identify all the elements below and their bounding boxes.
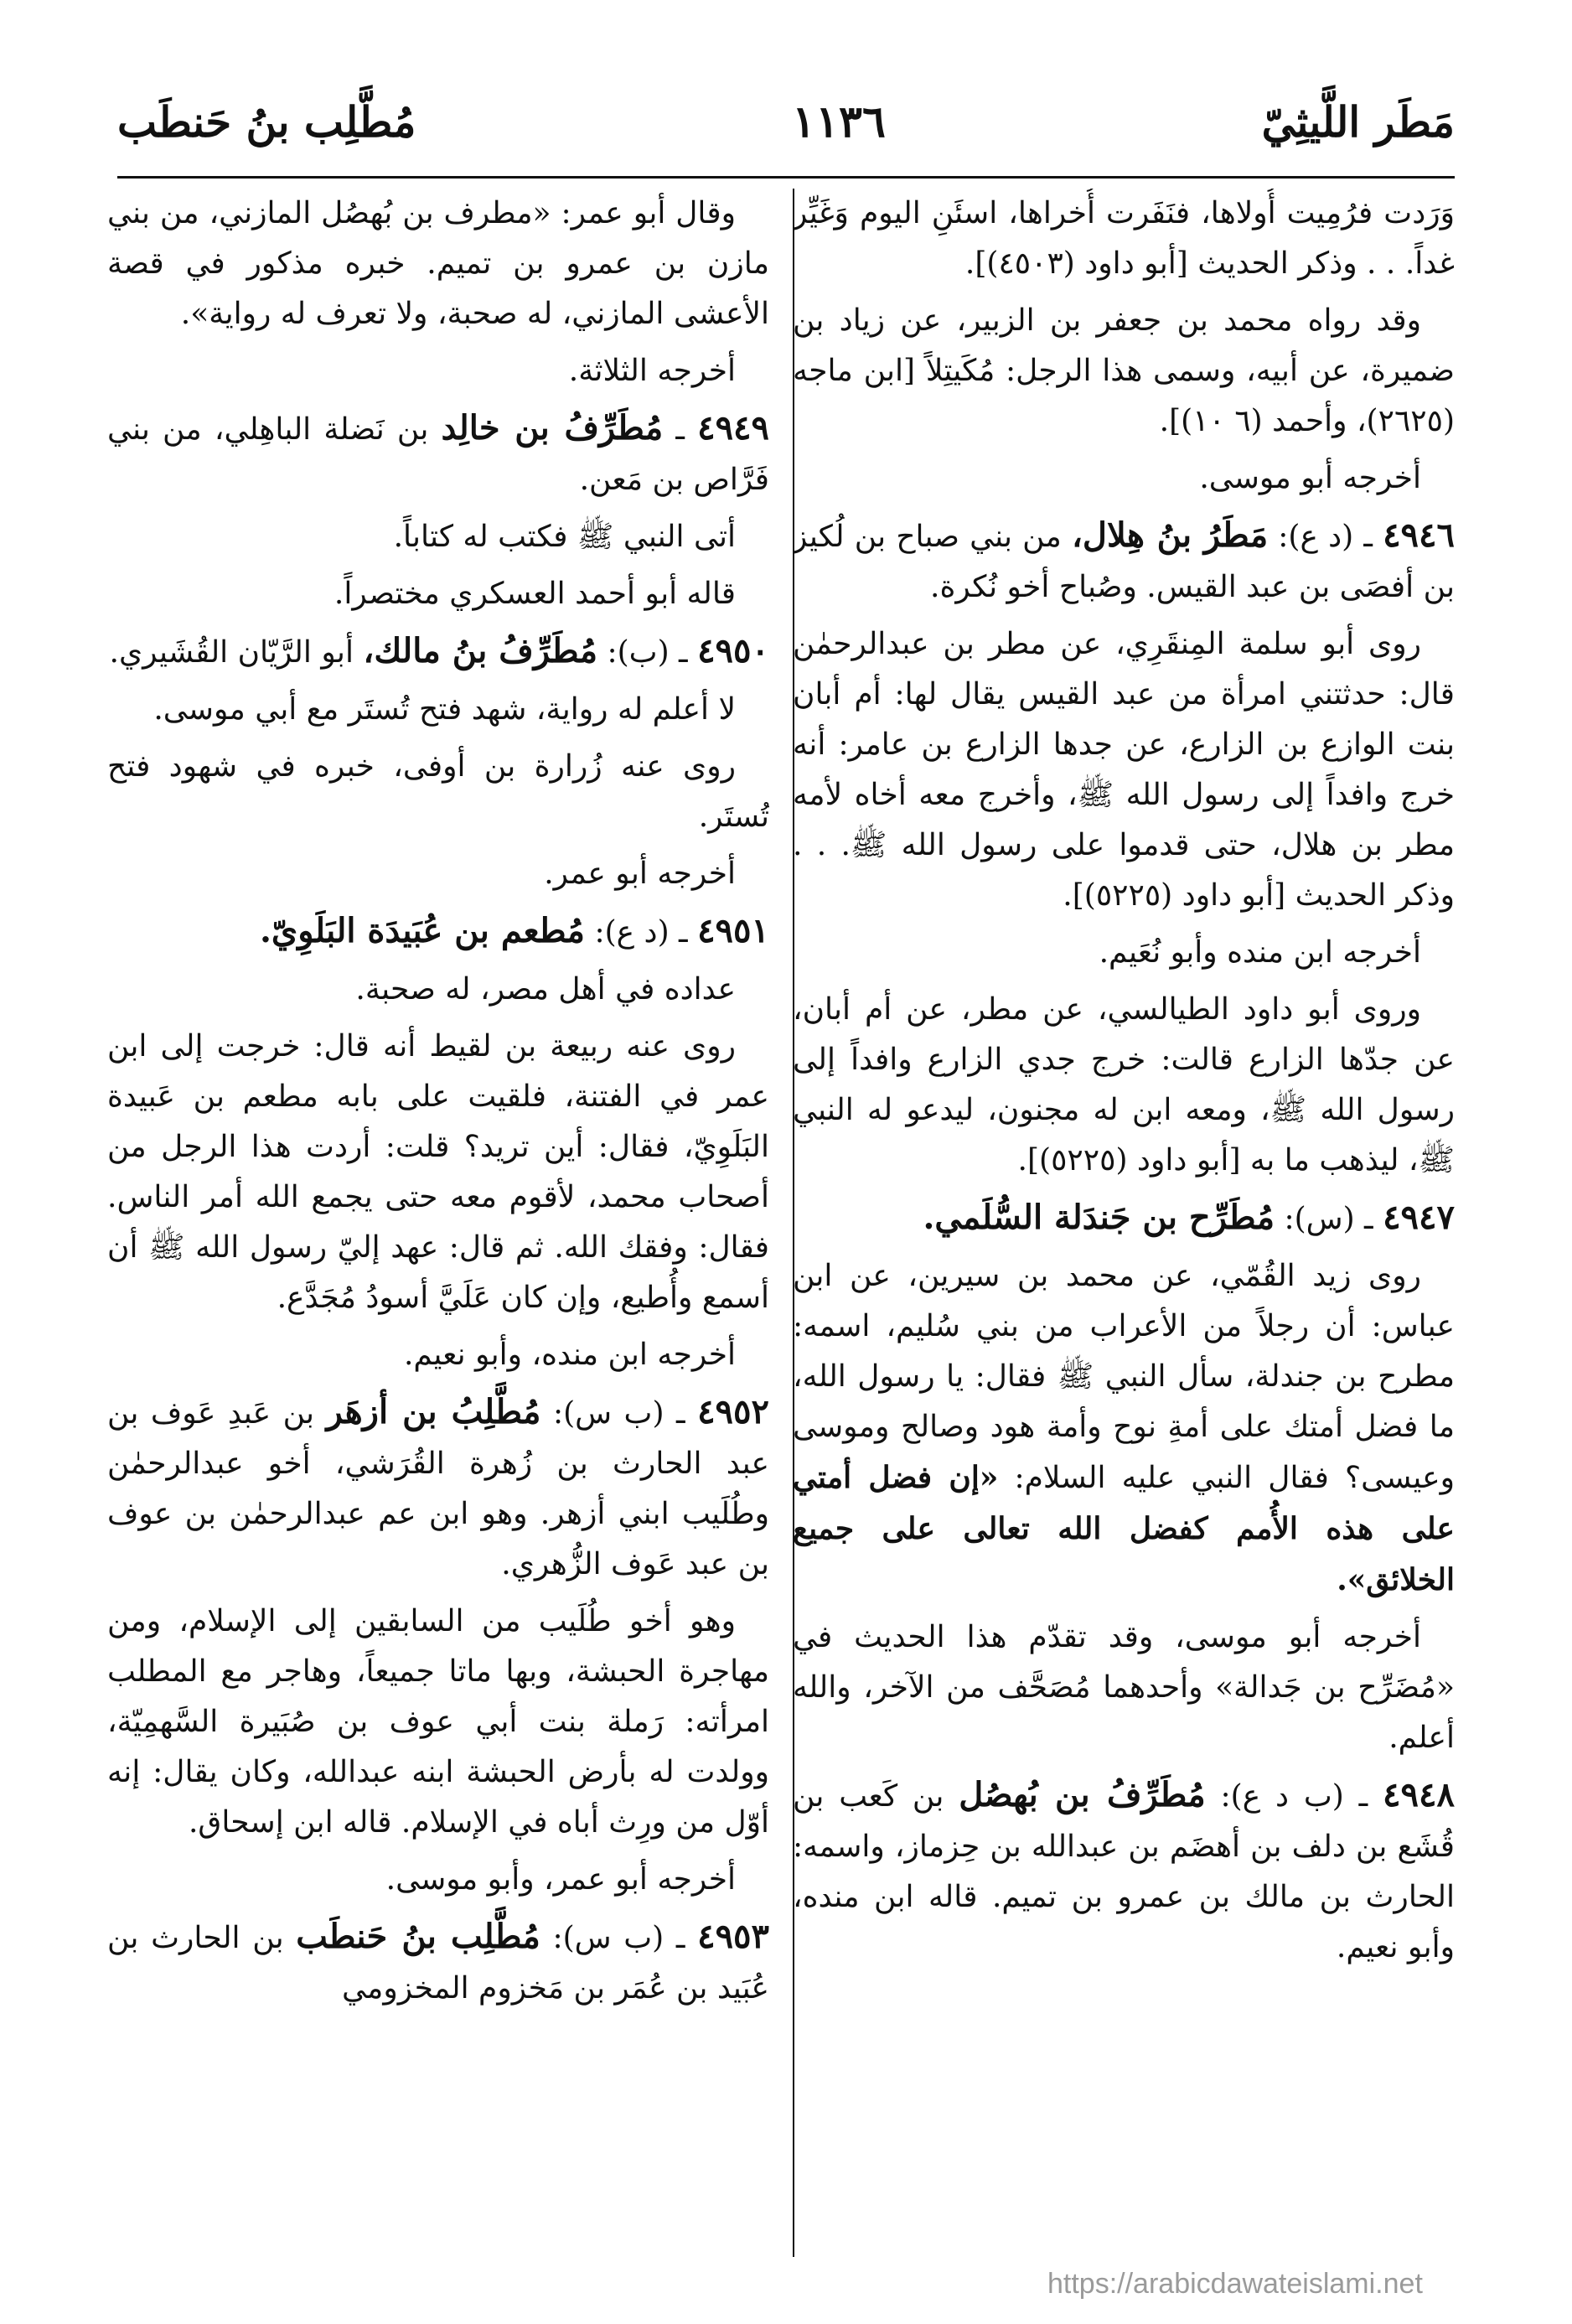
entry-4946 bbox=[793, 510, 1455, 613]
entry-name: مُطَرِّح بن جَندَلة السُّلَمي. bbox=[923, 1198, 1275, 1237]
page-number: ١١٣٦ bbox=[792, 96, 886, 148]
header-rule bbox=[117, 176, 1455, 179]
entry-text: بن كَعب بن قُشَع بن دلف بن أهضَم بن عبدالله بن حِزماز، واسمه: الحارث بن مالك بن عمرو بن تميم. قاله ابن منده، وأبو نعيم. bbox=[793, 1779, 1455, 1964]
paragraph: أخرجه أبو موسى، وقد تقدّم هذا الحديث في «مُضَرِّح بن جَدالة» وأحدهما مُصَحَّف من الآخر، والله أعلم. bbox=[793, 1620, 1455, 1755]
entry-text: بن نَضلة الباهِلي، من بني فَرَّاص بن مَعن. bbox=[107, 412, 769, 497]
right-column bbox=[793, 189, 1455, 2242]
entry-name: مُطَرِّفُ بن بُهصُل bbox=[959, 1775, 1206, 1814]
entry-source-tag: ـ (د ع): bbox=[1278, 520, 1373, 554]
page-header bbox=[117, 84, 1455, 159]
entry-text: أبو الرَّيّان القُشَيري. bbox=[109, 635, 354, 670]
paragraph: قاله أبو أحمد العسكري مختصراً. bbox=[334, 577, 736, 611]
entry-number: ٤٩٥٠ bbox=[697, 631, 769, 670]
entry-name: مُطَّلِبُ بن أزهَر bbox=[326, 1392, 541, 1431]
entry-source-tag: ـ bbox=[675, 412, 685, 447]
entry-number: ٤٩٤٨ bbox=[1383, 1775, 1455, 1814]
paragraph: وهو أخو طُلَيب من السابقين إلى الإسلام، ومن مهاجرة الحبشة، وبها ماتا جميعاً، وهاجر مع المطلب امرأته: رَملة بنت أبي عوف بن صُبَيرة السَّهمِيّة، وولدت له بأرض الحبشة ابنه عبدالله، وكان يقال: إنه أوّل من ورِث أباه في الإسلام. قاله ابن إسحاق. bbox=[107, 1604, 769, 1840]
entry-name: مُطَرِّفُ بن خالِد bbox=[441, 408, 664, 448]
entry-number: ٤٩٤٦ bbox=[1383, 515, 1455, 555]
entry-name: مَطَرُ بنُ هِلال، bbox=[1072, 515, 1269, 555]
paragraph: روى أبو سلمة المِنقَرِي، عن مطر بن عبدالرحمٰن قال: حدثتني امرأة من عبد القيس يقال لها: أم أبان بنت الوازع بن الزارع، عن جدها الزارع بن عامر: أنه خرج وافداً إلى رسول الله ﷺ، وأخرج معه أخاه لأمه مطر بن هلال، حتى قدموا على رسول الله ﷺ. . . وذكر الحديث [أبو داود (٥٢٢٥)]. bbox=[793, 627, 1455, 913]
entry-name: مُطَّلِب بنُ حَنطَب bbox=[296, 1917, 540, 1956]
entry-text: من بني صباح بن لُكيز بن أفصَى بن عبد القيس. وصُباح أخو نُكرة. bbox=[793, 520, 1455, 604]
entry-text: بن الحارث بن عُبَيد بن عُمَر بن مَخزوم المخزومي bbox=[107, 1921, 769, 2006]
paragraph: أخرجه أبو عمر. bbox=[544, 857, 736, 891]
entry-number: ٤٩٥١ bbox=[697, 911, 769, 950]
paragraph: روى عنه زُرارة بن أوفى، خبره في شهود فتح تُستَر. bbox=[107, 749, 769, 834]
running-head-left: مُطَّلِب بنُ حَنطَب bbox=[117, 96, 416, 147]
running-head-right: مَطَر اللَّيثِيّ bbox=[1261, 96, 1455, 147]
entry-name: مُطَرِّفُ بنُ مالك، bbox=[363, 631, 598, 670]
entry-4953 bbox=[107, 1912, 769, 2014]
site-watermark: https://arabicdawateislami.net bbox=[1047, 2268, 1423, 2300]
paragraph-text: روى زيد القُمّي، عن محمد بن سيرين، عن ابن عباس: أن رجلاً من الأعراب من بني سُليم، اسمه: مطرح بن جندلة، سأل النبي ﷺ فقال: يا رسول الله، ما فضل أمتك على أمةِ نوح وأمة هود وصالح وموسى وعيسى؟ فقال النبي عليه السلام: bbox=[793, 1259, 1455, 1495]
entry-4948 bbox=[793, 1770, 1455, 1973]
paragraph: وقد رواه محمد بن جعفر بن الزبير، عن زياد بن ضميرة، عن أبيه، وسمى هذا الرجل: مُكَيتِلاً [ابن ماجه (٢٦٢٥)، وأحمد (٦ ١٠)]. bbox=[793, 303, 1455, 438]
entry-number: ٤٩٤٩ bbox=[697, 408, 769, 448]
paragraph bbox=[793, 1251, 1455, 1606]
paragraph: روى عنه ربيعة بن لقيط أنه قال: خرجت إلى ابن عمر في الفتنة، فلقيت على بابه مطعم بن عَبيدة البَلَوِيّ، فقال: أين تريد؟ قلت: أردت هذا الرجل من أصحاب محمد، لأقوم معه حتى يجمع الله أمر الناس. فقال: وفقك الله. ثم قال: عهد إليّ رسول الله ﷺ أن أسمع وأُطيع، وإن كان عَلَيَّ أسودُ مُجَدَّع. bbox=[107, 1029, 769, 1315]
paragraph: عداده في أهل مصر، له صحبة. bbox=[355, 972, 736, 1007]
entry-4949 bbox=[107, 403, 769, 505]
entry-4951 bbox=[107, 906, 769, 958]
entry-text: بن عَبدِ عَوف بن عبد الحارث بن زُهرة القُرَشي، أخو عبدالرحمٰن وطُلَيب ابني أزهر. وهو ابن عم عبدالرحمٰن بن عوف بن عبد عَوف الزُّهري. bbox=[107, 1396, 769, 1581]
paragraph: أخرجه أبو عمر، وأبو موسى. bbox=[385, 1862, 736, 1897]
entry-source-tag: ـ (ب س): bbox=[552, 1396, 685, 1431]
paragraph: أخرجه أبو موسى. bbox=[1199, 461, 1421, 495]
entry-source-tag: ـ (د ع): bbox=[594, 915, 688, 950]
entry-4950 bbox=[107, 626, 769, 678]
paragraph: أخرجه الثلاثة. bbox=[568, 354, 736, 388]
entry-source-tag: ـ (ب د ع): bbox=[1220, 1779, 1368, 1814]
paragraph: لا أعلم له رواية، شهد فتح تُستَر مع أبي موسى. bbox=[153, 692, 736, 727]
paragraph: وروى أبو داود الطيالسي، عن مطر، عن أم أبان، عن جدّها الزارع قالت: خرج جدي الزارع وافداً إلى رسول الله ﷺ، ومعه ابن له مجنون، ليدعو له النبي ﷺ، ليذهب ما به [أبو داود (٥٢٢٥)]. bbox=[793, 992, 1455, 1178]
entry-source-tag: ـ (س): bbox=[1284, 1202, 1373, 1236]
paragraph: أتى النبي ﷺ فكتب له كتاباً. bbox=[393, 520, 736, 554]
entry-number: ٤٩٤٧ bbox=[1383, 1198, 1455, 1237]
hadith-quote: «إن فضل أمتي على هذه الأُمم كفضل الله تعالى على جميع الخلائق». bbox=[793, 1460, 1455, 1597]
paragraph: وَرَدت فرُمِيت أُولاها، فنَفَرت أُخراها، اسئَنِ اليوم وَغَيِّر غداً. . . وذكر الحديث [أبو داود (٤٥٠٣)]. bbox=[793, 196, 1455, 281]
entry-4947 bbox=[793, 1193, 1455, 1245]
entry-4952 bbox=[107, 1387, 769, 1590]
entry-number: ٤٩٥٣ bbox=[697, 1917, 769, 1956]
paragraph: وقال أبو عمر: «مطرف بن بُهصُل المازني، من بني مازن بن عمرو بن تميم. خبره مذكور في قصة الأعشى المازني، له صحبة، ولا تعرف له رواية». bbox=[107, 196, 769, 331]
left-column bbox=[107, 189, 769, 2242]
entry-source-tag: ـ (ب): bbox=[607, 635, 688, 670]
entry-source-tag: ـ (ب س): bbox=[552, 1921, 685, 1955]
paragraph: أخرجه ابن منده، وأبو نعيم. bbox=[403, 1338, 736, 1372]
entry-name: مُطعم بن عُبَيدَة البَلَوِيّ. bbox=[259, 911, 585, 950]
paragraph: أخرجه ابن منده وأبو نُعَيم. bbox=[1099, 935, 1421, 970]
entry-number: ٤٩٥٢ bbox=[697, 1392, 769, 1431]
